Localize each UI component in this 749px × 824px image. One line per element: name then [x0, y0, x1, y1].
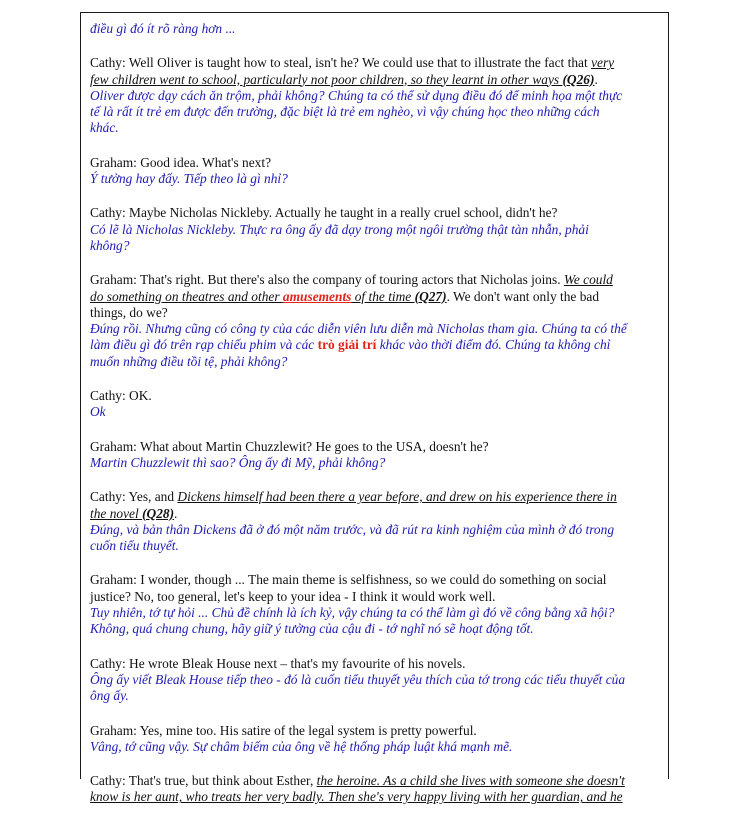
english-line	[90, 305, 662, 321]
vietnamese-translation-line: điều gì đó ít rõ ràng hơn ...	[90, 21, 236, 36]
vietnamese-translation-line	[90, 337, 662, 353]
english-line	[90, 589, 662, 605]
vietnamese-translation-line: cuốn tiểu thuyết.	[90, 538, 179, 554]
transcript-content	[90, 21, 662, 824]
vietnamese-translation-line: Ông ấy viết Bleak House tiếp theo - đó là cuốn tiểu thuyết yêu thích của tớ trong các tiểu thuyết của	[90, 671, 626, 687]
dialogue-block	[90, 489, 662, 554]
text-segment: Graham: That's right. But there's also the company of touring actors that Nicholas joins.	[90, 272, 564, 288]
highlighted-answer: trò giải trí	[317, 337, 377, 353]
underlined-text: very	[591, 55, 615, 71]
dialogue-block	[90, 773, 662, 806]
dialogue-block	[90, 723, 662, 756]
english-line	[90, 489, 662, 505]
dialogue-block	[90, 439, 662, 472]
text-segment: muốn những điều tồi tệ, phải không?	[90, 353, 288, 369]
dialogue-block	[90, 21, 662, 37]
english-line	[90, 155, 662, 171]
text-segment: Graham: I wonder, though ... The main theme is selfishness, so we could do something on social	[90, 572, 607, 588]
dialogue-block	[90, 388, 662, 421]
highlighted-answer: amusements	[282, 288, 352, 304]
english-line	[90, 72, 662, 88]
dialogue-block	[90, 656, 662, 705]
english-line	[90, 506, 662, 522]
dialogue-block	[90, 55, 662, 136]
dialogue-block	[90, 272, 662, 370]
underlined-text: few children went to school, particularly not poor children, so they learnt in other ways	[90, 71, 563, 87]
underlined-text: know is her aunt, who treats her very badly. Then she's very happy living with her guardian, and he	[90, 789, 623, 805]
dialogue-block	[90, 205, 662, 254]
underlined-text: the heroine. As a child she lives with someone she doesn't	[316, 773, 625, 789]
text-segment: Cathy: He wrote Bleak House next – that's my favourite of his novels.	[90, 655, 466, 671]
text-segment: .	[174, 505, 178, 521]
text-segment: Graham: Yes, mine too. His satire of the legal system is pretty powerful.	[90, 722, 477, 738]
english-line	[90, 205, 662, 221]
question-marker: (Q26)	[562, 71, 595, 87]
text-segment: .	[594, 71, 598, 87]
vietnamese-translation-line: Ok	[90, 404, 106, 420]
vietnamese-translation-line: tế là rất ít trẻ em được đến trường, đặc biệt là trẻ em nghèo, vì vậy chúng học theo những cách	[90, 104, 600, 120]
vietnamese-translation-line: Đúng, và bản thân Dickens đã ở đó một năm trước, và đã rút ra kinh nghiệm của mình ở đó trong	[90, 521, 615, 537]
vietnamese-translation-line	[90, 354, 662, 370]
vietnamese-translation-line: Tuy nhiên, tớ tự hỏi ... Chủ đề chính là ích kỷ, vậy chúng ta có thể làm gì đó về công bằng xã hội?	[90, 605, 615, 621]
english-line	[90, 289, 662, 305]
text-segment: Cathy: Yes, and	[90, 489, 178, 505]
text-segment: khác vào thời điểm đó. Chúng ta không chỉ	[376, 337, 611, 353]
english-line	[90, 55, 662, 71]
vietnamese-translation-line: Vâng, tớ cũng vậy. Sự châm biếm của ông về hệ thống pháp luật khá mạnh mẽ.	[90, 738, 513, 754]
question-marker: (Q28)	[142, 505, 175, 521]
english-line	[90, 388, 662, 404]
vietnamese-translation-line	[90, 321, 662, 337]
vietnamese-translation-line: ông ấy.	[90, 688, 129, 704]
text-segment: Cathy: That's true, but think about Esther,	[90, 773, 317, 789]
dialogue-block	[90, 572, 662, 637]
english-line	[90, 656, 662, 672]
underlined-text: We could	[563, 272, 613, 288]
vietnamese-translation-line: Không, quá chung chung, hãy giữ ý tưởng của cậu đi - tớ nghĩ nó sẽ hoạt động tốt.	[90, 621, 534, 637]
english-line	[90, 723, 662, 739]
document-page	[80, 12, 669, 805]
text-segment: things, do we?	[90, 304, 168, 320]
underlined-text: Dickens himself had been there a year before, and drew on his experience there in	[177, 489, 617, 505]
english-line	[90, 789, 662, 805]
text-segment: Graham: What about Martin Chuzzlewit? He goes to the USA, doesn't he?	[90, 438, 489, 454]
vietnamese-translation-line: không?	[90, 237, 130, 253]
underlined-text: the novel	[90, 505, 143, 521]
vietnamese-translation-line: Có lẽ là Nicholas Nickleby. Thực ra ông ấy đã dạy trong một ngôi trường thật tàn nhẫn, phải	[90, 221, 589, 237]
text-segment: làm điều gì đó trên rạp chiếu phim và các	[90, 337, 318, 353]
english-line	[90, 272, 662, 288]
dialogue-block	[90, 155, 662, 188]
text-segment: Cathy: Maybe Nicholas Nickleby. Actually he taught in a really cruel school, didn't he?	[90, 205, 558, 221]
text-segment: Cathy: OK.	[90, 388, 152, 404]
english-line	[90, 773, 662, 789]
vietnamese-translation-line: Martin Chuzzlewit thì sao? Ông ấy đi Mỹ, phải không?	[90, 454, 386, 470]
question-marker: (Q27)	[414, 288, 447, 304]
text-segment: Đúng rồi. Nhưng cũng có công ty của các diễn viên lưu diễn mà Nicholas tham gia. Chúng ta có thể	[90, 321, 627, 337]
english-line	[90, 572, 662, 588]
text-segment: Cathy: Well Oliver is taught how to steal, isn't he? We could use that to illustrate the fact that	[90, 55, 592, 71]
text-segment: justice? No, too general, let's keep to your idea - I think it would work well.	[90, 588, 496, 604]
vietnamese-translation-line: khác.	[90, 120, 119, 136]
english-line	[90, 439, 662, 455]
underlined-text: of the time	[351, 288, 415, 304]
text-segment: . We don't want only the bad	[446, 288, 600, 304]
underlined-text: do something on theatres and other	[90, 288, 283, 304]
vietnamese-translation-line: Ý tưởng hay đấy. Tiếp theo là gì nhỉ?	[90, 171, 288, 187]
vietnamese-translation-line: Oliver được dạy cách ăn trộm, phải không? Chúng ta có thể sử dụng điều đó để minh họa một thực	[90, 87, 623, 103]
text-segment: Graham: Good idea. What's next?	[90, 154, 272, 170]
